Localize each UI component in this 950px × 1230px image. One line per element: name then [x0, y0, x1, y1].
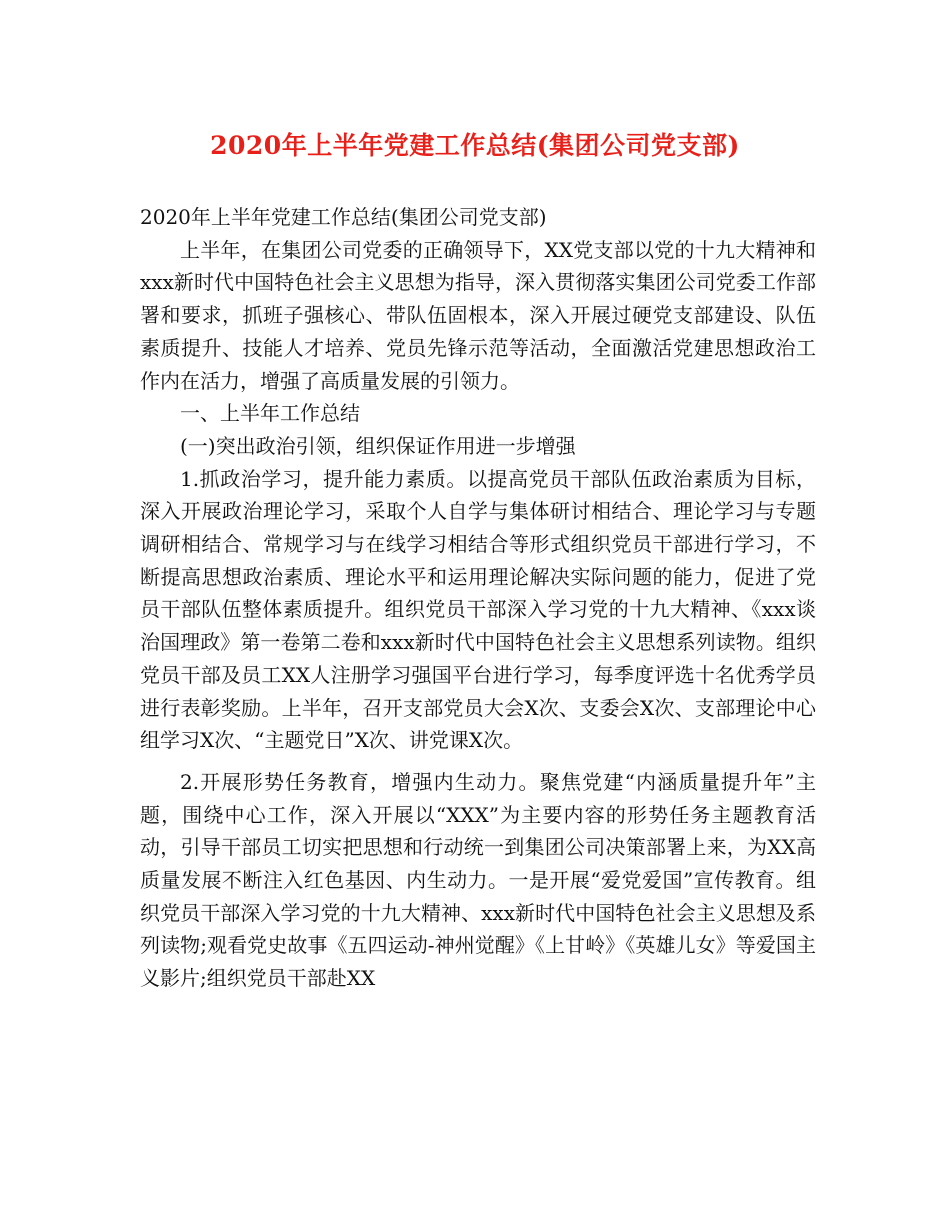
- paragraph-item-1: 1.抓政治学习，提升能力素质。以提高党员干部队伍政治素质为目标，深入开展政治理论学习，采取个人自学与集体研讨相结合、理论学习与专题调研相结合、常规学习与在线学习相结合等形式组织党员干部进行学习，不断提高思想政治素质、理论水平和运用理论解决实际问题的能力，促进了党员干部队伍整体素质提升。组织党员干部深入学习党的十九大精神、《xxx谈治国理政》第一卷第二卷和xxx新时代中国特色社会主义思想系列读物。组织党员干部及员工XX人注册学习强国平台进行学习，每季度评选十名优秀学员进行表彰奖励。上半年，召开支部党员大会X次、支委会X次、支部理论中心组学习X次、“主题党日”X次、讲党课X次。: [140, 466, 816, 753]
- paragraph-intro: 上半年，在集团公司党委的正确领导下，XX党支部以党的十九大精神和xxx新时代中国特色社会主义思想为指导，深入贯彻落实集团公司党委工作部署和要求，抓班子强核心、带队伍固根本，深入开展过硬党支部建设、队伍素质提升、技能人才培养、党员先锋示范等活动，全面激活党建思想政治工作内在活力，增强了高质量发展的引领力。: [140, 237, 816, 393]
- subsection-heading: (一)突出政治引领，组织保证作用进一步增强: [180, 433, 576, 458]
- section-heading: 一、上半年工作总结: [180, 401, 360, 426]
- document-body: [140, 201, 816, 995]
- paragraph-item-2: 2.开展形势任务教育，增强内生动力。聚焦党建“内涵质量提升年”主题，围绕中心工作，深入开展以“XXX”为主要内容的形势任务主题教育活动，引导干部员工切实把思想和行动统一到集团公司决策部署上来，为XX高质量发展不断注入红色基因、内生动力。一是开展“爱党爱国”宣传教育。组织党员干部深入学习党的十九大精神、xxx新时代中国特色社会主义思想及系列读物;观看党史故事《五四运动-神州觉醒》《上甘岭》《英雄儿女》等爱国主义影片;组织党员干部赴XX: [140, 769, 816, 991]
- document-title: 2020年上半年党建工作总结(集团公司党支部): [210, 131, 740, 160]
- document-subtitle: 2020年上半年党建工作总结(集团公司党支部): [140, 205, 547, 229]
